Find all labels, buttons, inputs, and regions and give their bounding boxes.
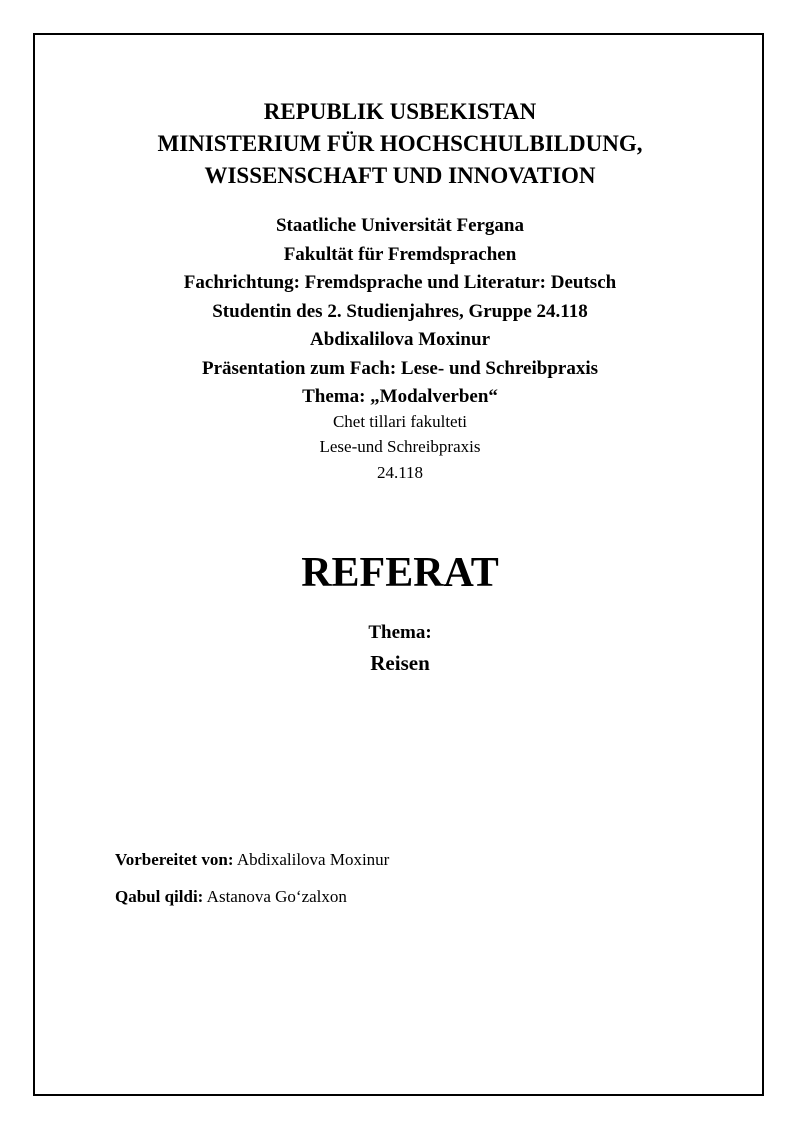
prepared-by-label: Vorbereitet von: [115, 850, 234, 869]
group-number: 24.118 [376, 463, 424, 482]
student-name: Abdixalilova Moxinur [310, 329, 490, 350]
accepted-by-name: Astanova Go‘zalxon [206, 887, 347, 906]
accepted-by-line [115, 885, 347, 909]
topic-value: Reisen [370, 651, 430, 675]
header-line-ministry-cont: WISSENSCHAFT UND INNOVATION [204, 163, 596, 188]
faculty-uzbek: Chet tillari fakulteti [332, 412, 468, 431]
study-program: Fachrichtung: Fremdsprache und Literatur: Deutsch [183, 272, 617, 293]
student-year-group: Studentin des 2. Studienjahres, Gruppe 24.118 [212, 301, 588, 322]
university-name: Staatliche Universität Fergana [275, 215, 524, 236]
document-title: REFERAT [301, 550, 499, 596]
course-subject: Präsentation zum Fach: Lese- und Schreibpraxis [201, 358, 598, 379]
presentation-topic: Thema: „Modalverben“ [302, 386, 498, 407]
accepted-by-label: Qabul qildi: [115, 887, 204, 906]
header-line-ministry: MINISTERIUM FÜR HOCHSCHULBILDUNG, [157, 131, 643, 156]
topic-label: Thema: [368, 622, 432, 643]
faculty-name: Fakultät für Fremdsprachen [283, 244, 517, 265]
prepared-by-line [115, 848, 389, 872]
header-line-country: REPUBLIK USBEKISTAN [263, 99, 537, 124]
prepared-by-name: Abdixalilova Moxinur [236, 850, 390, 869]
subject-line: Lese-und Schreibpraxis [319, 437, 481, 456]
